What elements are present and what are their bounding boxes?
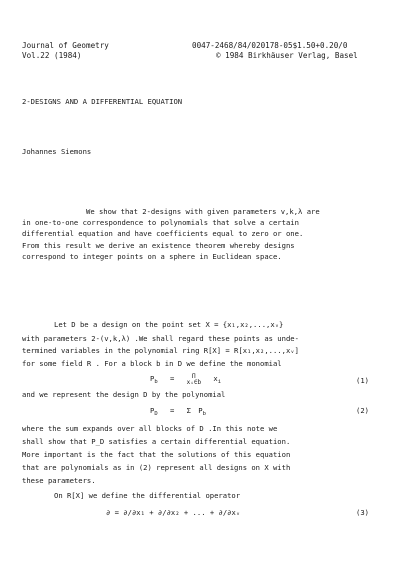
abstract-line: in one-to-one correspondence to polynomials that solve a certain [22,218,299,228]
journal-volume: Vol.22 (1984) [22,51,82,60]
body-line: these parameters. [22,476,96,485]
equation-3-number: (3) [356,508,369,517]
equation-3: ∂ = ∂/∂x₁ + ∂/∂x₂ + ... + ∂/∂xᵥ [106,508,241,517]
body-line: and we represent the design D by the polynomial [22,390,226,399]
equation-2-number: (2) [356,406,369,415]
equation-1: $P_b$ = Π xᵢ∈b $x_i$ [150,373,222,386]
paper-author: Johannes Siemons [22,147,92,156]
abstract-line: differential equation and have coefficients equal to zero or one. [22,229,304,239]
body-line: that are polynomials as in (2) represent all designs on X with [22,463,291,472]
equation-1-number: (1) [356,376,369,385]
body-line: More important is the fact that the solutions of this equation [22,450,291,459]
body-line: where the sum expands over all blocks of D .In this note we [22,424,278,433]
body-line: with parameters 2-(v,k,λ) .We shall regard these points as unde- [22,334,299,343]
body-line: shall show that P_D satisfies a certain differential equation. [22,437,291,446]
body-line: On R[X] we define the differential operator [54,491,241,500]
article-code: 0047-2468/84/020178-05$1.50+0.20/0 [192,41,348,50]
eq1-lhs: P [150,374,155,383]
body-line: Let D be a design on the point set X = {x₁,x₂,...,xᵥ} [54,320,284,329]
abstract-line: From this result we derive an existence theorem whereby designs [22,240,295,250]
journal-name: Journal of Geometry [22,41,109,50]
abstract-line: We show that 2-designs with given parameters v,k,λ are [86,207,320,216]
paper-title: 2-DESIGNS AND A DIFFERENTIAL EQUATION [22,97,183,106]
body-line: for some field R . For a block b in D we define the monomial [22,359,282,368]
equation-2: $P_D = \Sigma$ $P_b$ [150,406,206,417]
abstract-line: correspond to integer points on a sphere in Euclidean space. [22,251,282,261]
abstract [22,206,320,262]
copyright-line: © 1984 Birkhäuser Verlag, Basel [216,51,358,60]
body-line: termined variables in the polynomial ring R[X] = R[x₁,x₂,...,xᵥ] [22,346,299,355]
